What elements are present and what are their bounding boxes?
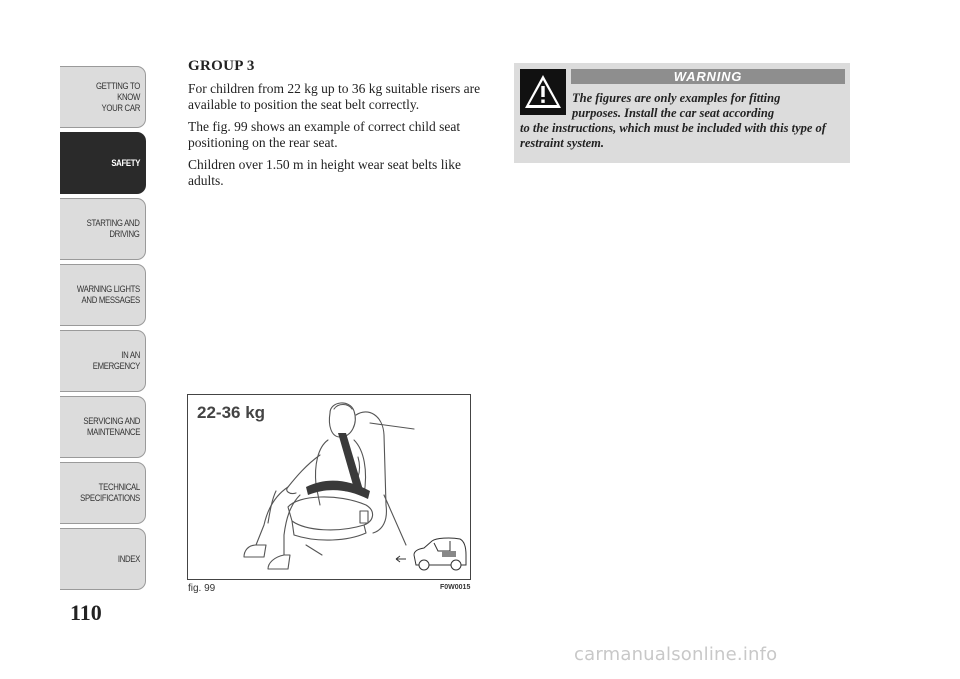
tab-technical-specifications[interactable]: TECHNICAL SPECIFICATIONS <box>60 462 146 524</box>
warning-line-3: to the instructions, which must be included with this type of restraint system. <box>520 121 826 150</box>
warning-heading: WARNING <box>571 69 845 84</box>
warning-text <box>520 91 844 151</box>
figure-code: F0W0015 <box>440 584 471 591</box>
tab-servicing-and-maintenance[interactable]: SERVICING AND MAINTENANCE <box>60 396 146 458</box>
tab-in-an-emergency[interactable]: IN AN EMERGENCY <box>60 330 146 392</box>
paragraph-3: Children over 1.50 m in height wear seat belts like adults. <box>188 157 461 188</box>
tab-starting-and-driving[interactable]: STARTING AND DRIVING <box>60 198 146 260</box>
figure-child-seat <box>187 394 471 580</box>
tab-getting-to-know-your-car[interactable]: GETTING TO KNOW YOUR CAR <box>60 66 146 128</box>
paragraph-1: For children from 22 kg up to 36 kg suitable risers are available to position the seat belt correctly. <box>188 81 481 112</box>
group-title: GROUP 3 <box>188 58 255 74</box>
paragraph-2: The fig. 99 shows an example of correct child seat positioning on the rear seat. <box>188 119 461 150</box>
main-text-column <box>188 58 484 195</box>
warning-line-1: The figures are only examples for fitting <box>572 91 781 105</box>
child-seat-illustration <box>188 395 470 579</box>
warning-box <box>514 63 850 163</box>
page-number: 110 <box>70 600 102 625</box>
figure-weight-label: 22-36 kg <box>197 403 266 422</box>
watermark: carmanualsonline.info <box>574 644 778 665</box>
car-icon <box>396 538 466 570</box>
figure-caption: fig. 99 <box>188 583 216 594</box>
warning-line-2: purposes. Install the car seat according <box>572 106 775 120</box>
tab-index[interactable]: INDEX <box>60 528 146 590</box>
tab-warning-lights-and-messages[interactable]: WARNING LIGHTS AND MESSAGES <box>60 264 146 326</box>
tab-safety[interactable]: SAFETY <box>60 132 146 194</box>
